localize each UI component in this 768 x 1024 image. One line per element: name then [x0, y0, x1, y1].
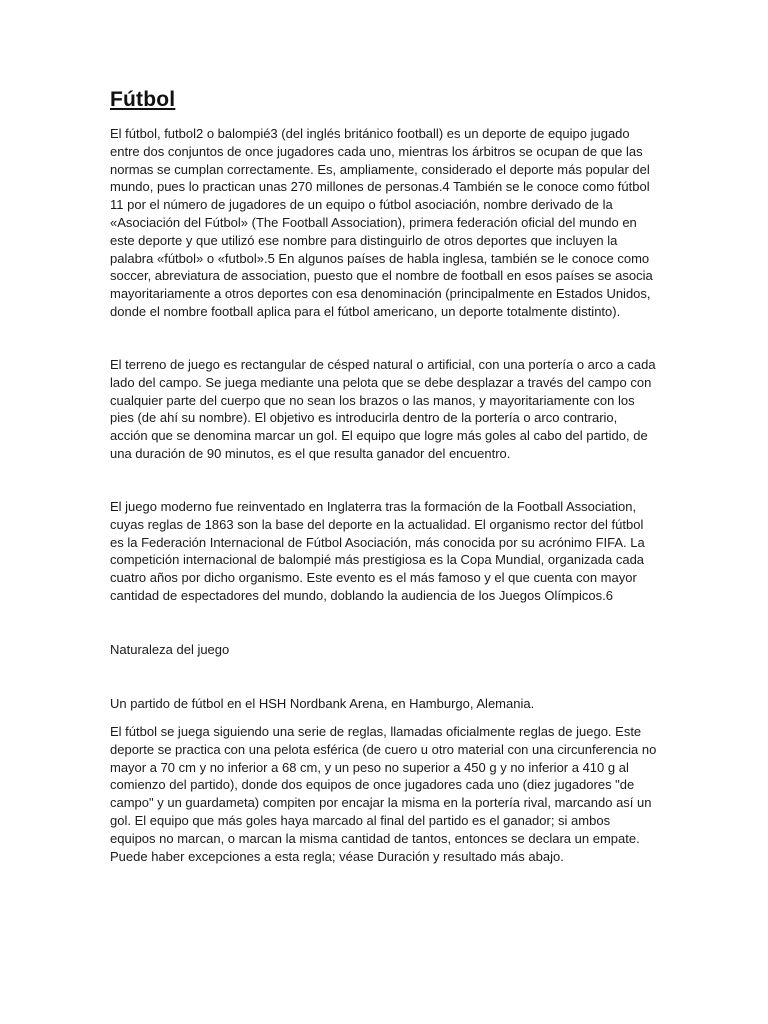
document-page — [110, 0, 658, 1024]
image-caption: Un partido de fútbol en el HSH Nordbank Arena, en Hamburgo, Alemania. — [110, 696, 535, 711]
section-heading-naturaleza: Naturaleza del juego — [110, 642, 230, 657]
rules-paragraph: El fútbol se juega siguiendo una serie de reglas, llamadas oficialmente reglas de juego. Este deporte se practica con una pelota esférica (de cuero u otro material con una circunferencia no mayor a 70 cm y no inferior a 68 cm, y un peso no superior a 450 g y no inferior a 410 g al comienzo del partido), donde dos equipos de once jugadores cada uno (diez jugadores "de campo" y un guardameta) compiten por encajar la misma en la portería rival, marcando así un gol. El equipo que más goles haya marcado al final del partido es el ganador; si ambos equipos no marcan, o marcan la misma cantidad de tantos, entonces se declara un empate. Puede haber excepciones a esta regla; véase Duración y resultado más abajo. — [110, 724, 657, 864]
intro-paragraph: El fútbol, futbol2 o balompié3 (del inglés británico football) es un deporte de equipo jugado entre dos conjuntos de once jugadores cada uno, mientras los árbitros se ocupan de que las normas se cumplan correctamente. Es, ampliamente, considerado el deporte más popular del mundo, pues lo practican unas 270 millones de personas.4 También se le conoce como fútbol 11 por el número de jugadores de un equipo o fútbol asociación, nombre derivado de la «Asociación del Fútbol» (The Football Association), primera federación oficial del mundo en este deporte y que utilizó ese nombre para distinguirlo de otros deportes que incluyen la palabra «fútbol» o «futbol».5 En algunos países de habla inglesa, también se le conoce como soccer, abreviatura de association, puesto que el nombre de football en esos países se asocia mayoritariamente a otros deportes con esa denominación (principalmente en Estados Unidos, donde el nombre football aplica para el fútbol americano, un deporte totalmente distinto). — [110, 126, 653, 319]
history-paragraph: El juego moderno fue reinventado en Inglaterra tras la formación de la Football Association, cuyas reglas de 1863 son la base del deporte en la actualidad. El organismo rector del fútbol es la Federación Internacional de Fútbol Asociación, más conocida por su acrónimo FIFA. La competición internacional de balompié más prestigiosa es la Copa Mundial, organizada cada cuatro años por dicho organismo. Este evento es el más famoso y el que cuenta con mayor cantidad de espectadores del mundo, doblando la audiencia de los Juegos Olímpicos.6 — [110, 499, 645, 603]
field-paragraph: El terreno de juego es rectangular de césped natural o artificial, con una portería o arco a cada lado del campo. Se juega mediante una pelota que se debe desplazar a través del campo con cualquier parte del cuerpo que no sean los brazos o las manos, y mayoritariamente con los pies (de ahí su nombre). El objetivo es introducirla dentro de la portería o arco contrario, acción que se denomina marcar un gol. El equipo que logre más goles al cabo del partido, de una duración de 90 minutos, es el que resulta ganador del encuentro. — [110, 357, 656, 461]
document-title: Fútbol — [110, 88, 176, 111]
